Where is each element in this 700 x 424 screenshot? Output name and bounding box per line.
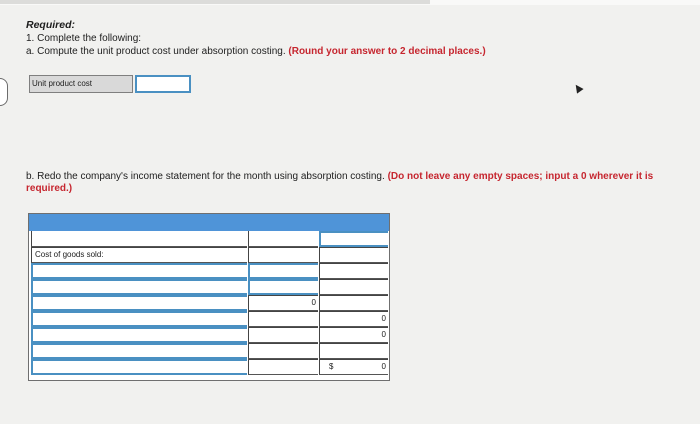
step-1-instruction: 1. Complete the following: [26, 33, 142, 44]
top-bar-strip [0, 0, 430, 4]
unit-product-cost-input[interactable] [135, 75, 191, 93]
row-7-amount-cell [248, 327, 318, 343]
part-a-note: (Round your answer to 2 decimal places.) [288, 46, 486, 57]
table-row [29, 343, 389, 359]
table-row [29, 231, 389, 247]
row-2-amount-cell [248, 247, 318, 263]
row-6-amount-cell [248, 311, 318, 327]
part-a-text: a. Compute the unit product cost under absorption costing. [26, 46, 286, 57]
row-3-amount-cell[interactable] [248, 263, 318, 279]
cost-of-goods-sold-label: Cost of goods sold: [35, 250, 104, 259]
row-5-label-cell[interactable] [31, 295, 247, 311]
currency-symbol: $ [329, 362, 334, 371]
row-6-total-cell [319, 311, 388, 327]
top-bar [0, 0, 700, 5]
part-b-note: (Do not leave any empty spaces; input a 0 wherever it is required.) [26, 171, 654, 194]
part-b-instruction [26, 171, 666, 195]
table-header [29, 214, 389, 231]
part-b-text: b. Redo the company's income statement for the month using absorption costing. [26, 171, 385, 182]
row-5-total-cell [319, 295, 388, 311]
table-row [29, 247, 389, 263]
row-9-amount-cell [248, 359, 318, 375]
table-row [29, 263, 389, 279]
row-6-label-cell[interactable] [31, 311, 247, 327]
left-side-handle[interactable] [0, 78, 8, 106]
row-8-label-cell[interactable] [31, 343, 247, 359]
cursor-icon [572, 82, 583, 93]
row-9-total: 0 [381, 362, 386, 371]
row-3-total-cell [319, 263, 388, 279]
row-8-total-cell [319, 343, 388, 359]
row-8-amount-cell [248, 343, 318, 359]
table-row [29, 327, 389, 343]
table-row [29, 311, 389, 327]
row-7-total: 0 [381, 330, 386, 339]
row-4-total-cell [319, 279, 388, 295]
row-7-label-cell[interactable] [31, 327, 247, 343]
row-7-total-cell [319, 327, 388, 343]
row-2-total-cell [319, 247, 388, 263]
row-3-label-cell[interactable] [31, 263, 247, 279]
table-row [29, 295, 389, 311]
row-4-label-cell[interactable] [31, 279, 247, 295]
row-9-label-cell[interactable] [31, 359, 247, 375]
required-heading: Required: [26, 19, 76, 31]
row-1-total-cell[interactable] [319, 231, 388, 247]
row-9-total-cell [319, 359, 388, 375]
table-row [29, 279, 389, 295]
income-statement-table [28, 213, 390, 381]
row-6-total: 0 [381, 314, 386, 323]
row-5-amount-cell [248, 295, 318, 311]
row-1-label-cell[interactable] [31, 231, 247, 247]
row-1-amount-cell[interactable] [248, 231, 318, 247]
table-row [29, 359, 389, 375]
part-a-instruction [26, 46, 486, 58]
unit-product-cost-label: Unit product cost [29, 75, 133, 93]
row-2-label-cell [31, 247, 247, 263]
row-4-amount-cell[interactable] [248, 279, 318, 295]
row-5-amount: 0 [311, 298, 316, 307]
